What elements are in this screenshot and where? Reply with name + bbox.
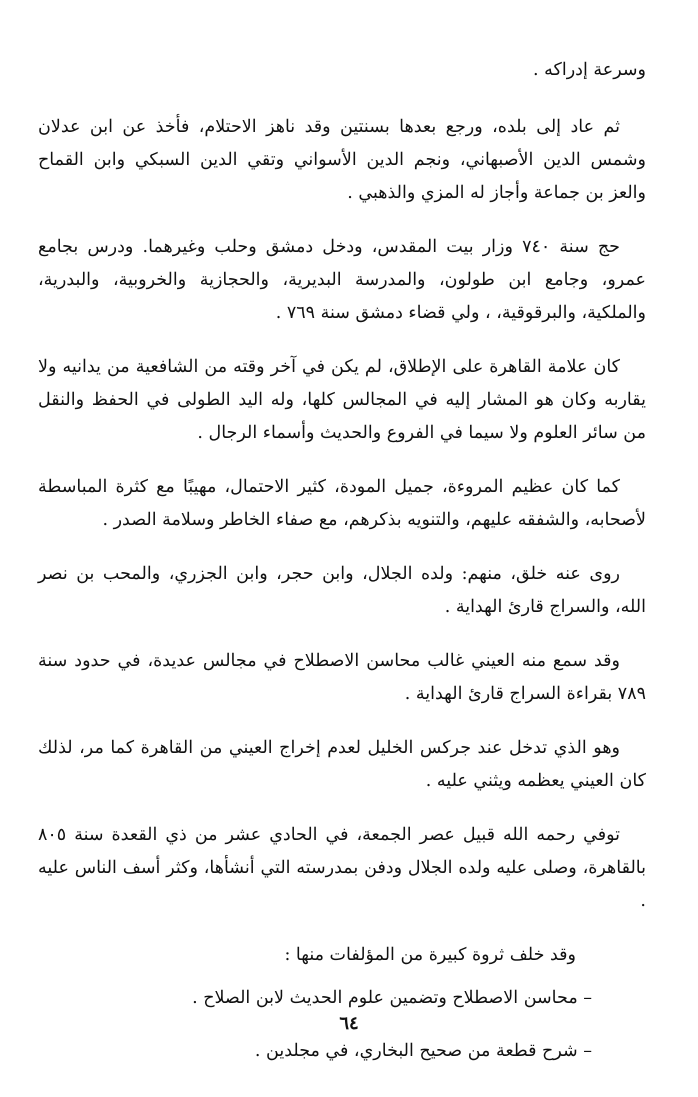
works-list-intro: وقد خلف ثروة كبيرة من المؤلفات منها : <box>284 945 576 965</box>
paragraph-2: ثم عاد إلى بلده، ورجع بعدها بسنتين وقد ناهز الاحتلام، فأخذ عن ابن عدلان وشمس الدين الأصبهاني، ونجم الدين الأسواني وتقي الدين السبكي وابن القماح والعز بن جماعة وأجاز له المزي والذهبي . <box>38 117 646 203</box>
paragraph-8: وهو الذي تدخل عند جركس الخليل لعدم إخراج العيني من القاهرة كما مر، لذلك كان العيني يعظمه ويثني عليه . <box>38 738 646 791</box>
page-number: ٦٤ <box>339 1013 359 1034</box>
page-body <box>38 54 646 1088</box>
works-list-item-2: – شرح قطعة من صحيح البخاري، في مجلدين . <box>254 1041 592 1061</box>
paragraph-5: كما كان عظيم المروءة، جميل المودة، كثير الاحتمال، مهيبًا مع كثرة المباسطة لأصحابه، والشفقه عليهم، والتنويه بذكرهم، مع صفاء الخاطر وسلامة الصدر . <box>38 477 646 530</box>
paragraph-9: توفي رحمه الله قبيل عصر الجمعة، في الحادي عشر من ذي القعدة سنة ٨٠٥ بالقاهرة، وصلى عليه ولده الجلال ودفن بمدرسته التي أنشأها، وكثر أسف الناس عليه . <box>38 825 646 911</box>
paragraph-6: روى عنه خلق، منهم: ولده الجلال، وابن حجر، وابن الجزري، والمحب بن نصر الله، والسراج قارئ الهداية . <box>38 564 646 617</box>
paragraph-7: وقد سمع منه العيني غالب محاسن الاصطلاح في مجالس عديدة، في حدود سنة ٧٨٩ بقراءة السراج قارئ الهداية . <box>38 651 646 704</box>
works-list-item-1: – محاسن الاصطلاح وتضمين علوم الحديث لابن الصلاح . <box>192 988 592 1008</box>
paragraph-4: كان علامة القاهرة على الإطلاق، لم يكن في آخر وقته من الشافعية من يدانيه ولا يقاربه وكان هو المشار إليه في المجالس كلها، وله اليد الطولى في الحفظ والنقل من سائر العلوم ولا سيما في الفروع والحديث وأسماء الرجال . <box>38 357 646 443</box>
paragraph-1: وسرعة إدراكه . <box>533 60 646 80</box>
paragraph-3: حج سنة ٧٤٠ وزار بيت المقدس، ودخل دمشق وحلب وغيرهما. ودرس بجامع عمرو، وجامع ابن طولون، والمدرسة البديرية، والحجازية والخروبية، والبدرية، والملكية، والبرقوقية، ، ولي قضاء دمشق سنة ٧٦٩ . <box>38 237 646 323</box>
